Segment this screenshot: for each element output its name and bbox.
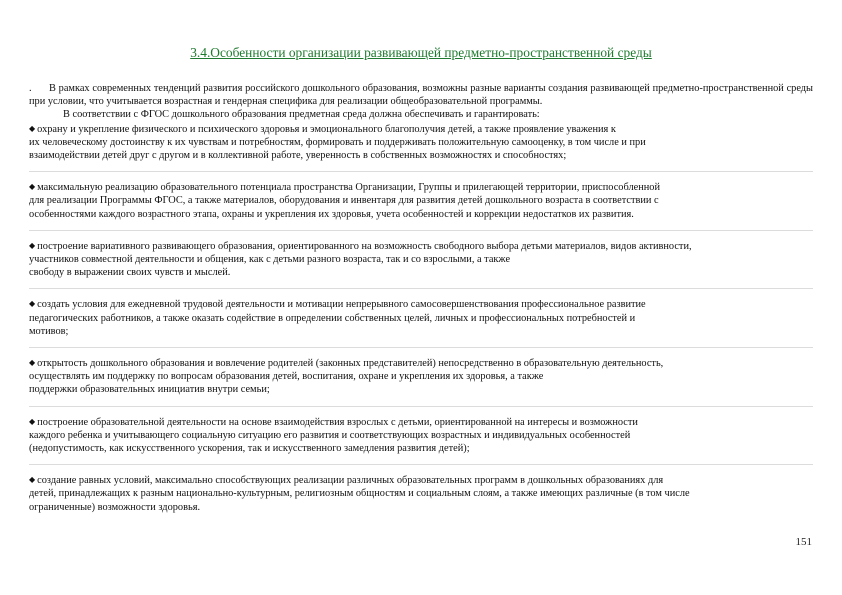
bullet-line: мотивов;: [29, 325, 69, 337]
bullet-line: педагогических работников, а также оказать содействие в определении собственных целей, личных и профессиональных потребностей и: [29, 312, 636, 324]
bullet-separator: [29, 288, 813, 289]
page-number: 151: [795, 536, 812, 548]
diamond-bullet-icon: ◆: [29, 475, 36, 485]
bullet-separator: [29, 230, 813, 231]
bullet-line: участников совместной деятельности и общения, как с детьми разного возраста, так и со взрослыми, а также: [29, 254, 511, 266]
bullet-line: взаимодействии детей друг с другом и в коллективной работе, уверенность в собственных возможностях и способностях;: [29, 150, 567, 162]
bullet-line: особенностями каждого возрастного этапа, охраны и укрепления их здоровья, учета особенностей и коррекции недостатков их развития.: [29, 208, 634, 220]
bullet-separator: [29, 406, 813, 407]
bullet-line: детей, принадлежащих к разным национально-культурным, религиозным общностям и социальным слоям, а также имеющих различные (в том числе: [29, 488, 690, 500]
document-body: [29, 82, 813, 514]
section-title: 3.4.Особенности организации развивающей предметно-пространственной среды: [190, 45, 652, 60]
bullet-line: свободу в выражении своих чувств и мыслей.: [29, 267, 231, 279]
diamond-bullet-icon: ◆: [29, 299, 36, 309]
bullet-line: ◆ открытость дошкольного образования и вовлечение родителей (законных представителей) непосредственно в образовательную деятельность,: [29, 358, 664, 370]
bullet-line: (недопустимость, как искусственного ускорения, так и искусственного замедления развития детей);: [29, 443, 470, 455]
bullet-line: ◆ построение образовательной деятельности на основе взаимодействия взрослых с детьми, ориентированной на интересы и возможности: [29, 416, 638, 428]
bullet-line: ◆ построение вариативного развивающего образования, ориентированного на возможность свободного выбора детьми материалов, видов активности,: [29, 240, 692, 252]
bullet-item: [29, 239, 813, 280]
bullet-item: [29, 415, 813, 456]
bullet-line: ◆ максимальную реализацию образовательного потенциала пространства Организации, Группы и прилегающей территории, приспособленной: [29, 182, 660, 194]
diamond-bullet-icon: ◆: [29, 240, 36, 250]
bullet-line: для реализации Программы ФГОС, а также материалов, оборудования и инвентаря для развития детей дошкольного возраста в соответствии с: [29, 195, 659, 207]
bullet-list: [29, 122, 813, 514]
bullet-line: их человеческому достоинству к их чувствам и потребностям, формировать и поддерживать положительную самооценку, в том числе и при: [29, 136, 646, 148]
bullet-separator: [29, 171, 813, 172]
intro-marker: .: [29, 83, 32, 94]
bullet-item: [29, 297, 813, 338]
diamond-bullet-icon: ◆: [29, 123, 36, 133]
intro-text: В рамках современных тенденций развития российского дошкольного образования, возможны разные варианты создания развивающей предметно-пространственной среды при условии, что учитывается возрастная и гендерная специфика для реализации общеобразовательной программы.: [29, 83, 813, 108]
diamond-bullet-icon: ◆: [29, 416, 36, 426]
bullet-line: ◆ создание равных условий, максимально способствующих реализации различных образовательных программ в дошкольных образованиях для: [29, 475, 664, 487]
bullet-line: каждого ребенка и учитывающего социальную ситуацию его развития и соответствующих возрастных и индивидуальных особенностей: [29, 429, 631, 441]
bullet-line: ◆ охрану и укрепление физического и психического здоровья и эмоционального благополучия детей, а также проявление уважения к: [29, 123, 616, 135]
bullet-item: [29, 180, 813, 221]
bullet-line: ◆ создать условия для ежедневной трудовой деятельности и мотивации непрерывного самосовершенствования профессиональное развитие: [29, 299, 646, 311]
bullet-item: [29, 122, 813, 163]
bullet-item: [29, 473, 813, 514]
intro-paragraph: [29, 82, 813, 108]
bullet-item: [29, 356, 813, 397]
bullet-line: осуществлять им поддержку по вопросам образования детей, воспитания, охране и укрепления их здоровья, а также: [29, 371, 544, 383]
diamond-bullet-icon: ◆: [29, 358, 36, 368]
bullet-line: ограниченные) возможности здоровья.: [29, 501, 201, 513]
bullet-line: поддержки образовательных инициатив внутри семьи;: [29, 384, 270, 396]
bullet-separator: [29, 464, 813, 465]
diamond-bullet-icon: ◆: [29, 182, 36, 192]
fgos-statement: В соответствии с ФГОС дошкольного образования предметная среда должна обеспечивать и гарантировать:: [63, 109, 540, 121]
bullet-separator: [29, 347, 813, 348]
